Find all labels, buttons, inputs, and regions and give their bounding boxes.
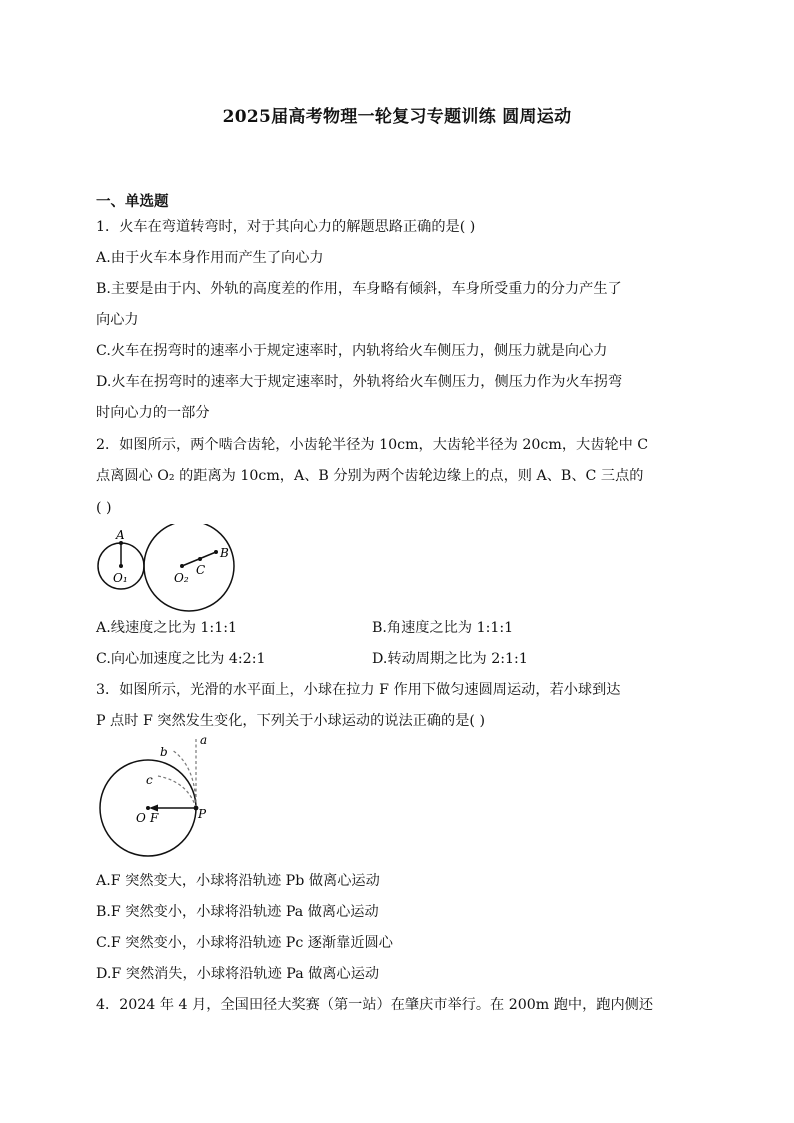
q1-option-b-line2: 向心力 <box>96 312 139 328</box>
label-o2: O₂ <box>174 571 189 585</box>
q2-stem-line2: 点离圆心 O₂ 的距离为 10cm，A、B 分别为两个齿轮边缘上的点，则 A、B、C 三点的 <box>96 468 644 484</box>
q1-option-d-line2: 时向心力的一部分 <box>96 405 210 421</box>
q2-option-c: C.向心加速度之比为 4:2:1 <box>96 651 266 667</box>
point-c-dot <box>198 557 202 561</box>
q1-option-d-line1: D.火车在拐弯时的速率大于规定速率时，外轨将给火车侧压力，侧压力作为火车拐弯 <box>96 374 623 390</box>
q3-option-b: B.F 突然变小，小球将沿轨迹 Pa 做离心运动 <box>96 904 379 920</box>
point-b-dot <box>214 550 218 554</box>
path-c <box>158 776 196 808</box>
q3-option-c: C.F 突然变小，小球将沿轨迹 Pc 逐渐靠近圆心 <box>96 935 393 951</box>
point-o2-dot <box>180 564 184 568</box>
path-b <box>172 750 196 808</box>
label-a: a <box>200 736 208 747</box>
point-o-dot <box>146 806 150 810</box>
section-heading: 一、单选题 <box>96 193 169 210</box>
large-gear-circle <box>144 524 234 611</box>
label-b: b <box>160 745 168 759</box>
label-c: c <box>146 773 153 787</box>
label-c: C <box>196 563 206 577</box>
label-o: O <box>136 811 146 825</box>
label-p: P <box>198 807 207 821</box>
q3-stem-line2: P 点时 F 突然发生变化，下列关于小球运动的说法正确的是( ) <box>96 713 486 729</box>
q4-stem-line1: 4．2024 年 4 月，全国田径大奖赛（第一站）在肇庆市举行。在 200m 跑中，跑内侧还 <box>96 997 654 1013</box>
q3-option-d: D.F 突然消失，小球将沿轨迹 Pa 做离心运动 <box>96 966 380 982</box>
label-a: A <box>116 528 125 542</box>
label-f: F <box>150 811 159 825</box>
label-o1: O₁ <box>113 571 128 585</box>
q3-stem-line1: 3．如图所示，光滑的水平面上，小球在拉力 F 作用下做匀速圆周运动，若小球到达 <box>96 682 621 698</box>
q1-stem: 1．火车在弯道转弯时，对于其向心力的解题思路正确的是( ) <box>96 219 476 235</box>
page-title: 2025届高考物理一轮复习专题训练 圆周运动 <box>222 107 572 127</box>
label-b: B <box>220 546 229 560</box>
q1-option-a: A.由于火车本身作用而产生了向心力 <box>96 250 324 266</box>
q2-stem-line3: ( ) <box>96 500 112 516</box>
q2-option-a: A.线速度之比为 1:1:1 <box>96 620 238 636</box>
circular-motion-figure <box>92 736 222 864</box>
point-o1-dot <box>119 564 123 568</box>
q1-option-c: C.火车在拐弯时的速率小于规定速率时，内轨将给火车侧压力，侧压力就是向心力 <box>96 343 608 359</box>
q1-option-b-line1: B.主要是由于内、外轨的高度差的作用，车身略有倾斜，车身所受重力的分力产生了 <box>96 281 622 297</box>
q2-stem-line1: 2．如图所示，两个啮合齿轮，小齿轮半径为 10cm，大齿轮半径为 20cm，大齿轮中 C <box>96 437 649 453</box>
q2-option-d: D.转动周期之比为 2:1:1 <box>372 651 528 667</box>
q3-option-a: A.F 突然变大，小球将沿轨迹 Pb 做离心运动 <box>96 873 380 889</box>
q2-option-b: B.角速度之比为 1:1:1 <box>372 620 514 636</box>
gear-figure <box>92 524 242 616</box>
